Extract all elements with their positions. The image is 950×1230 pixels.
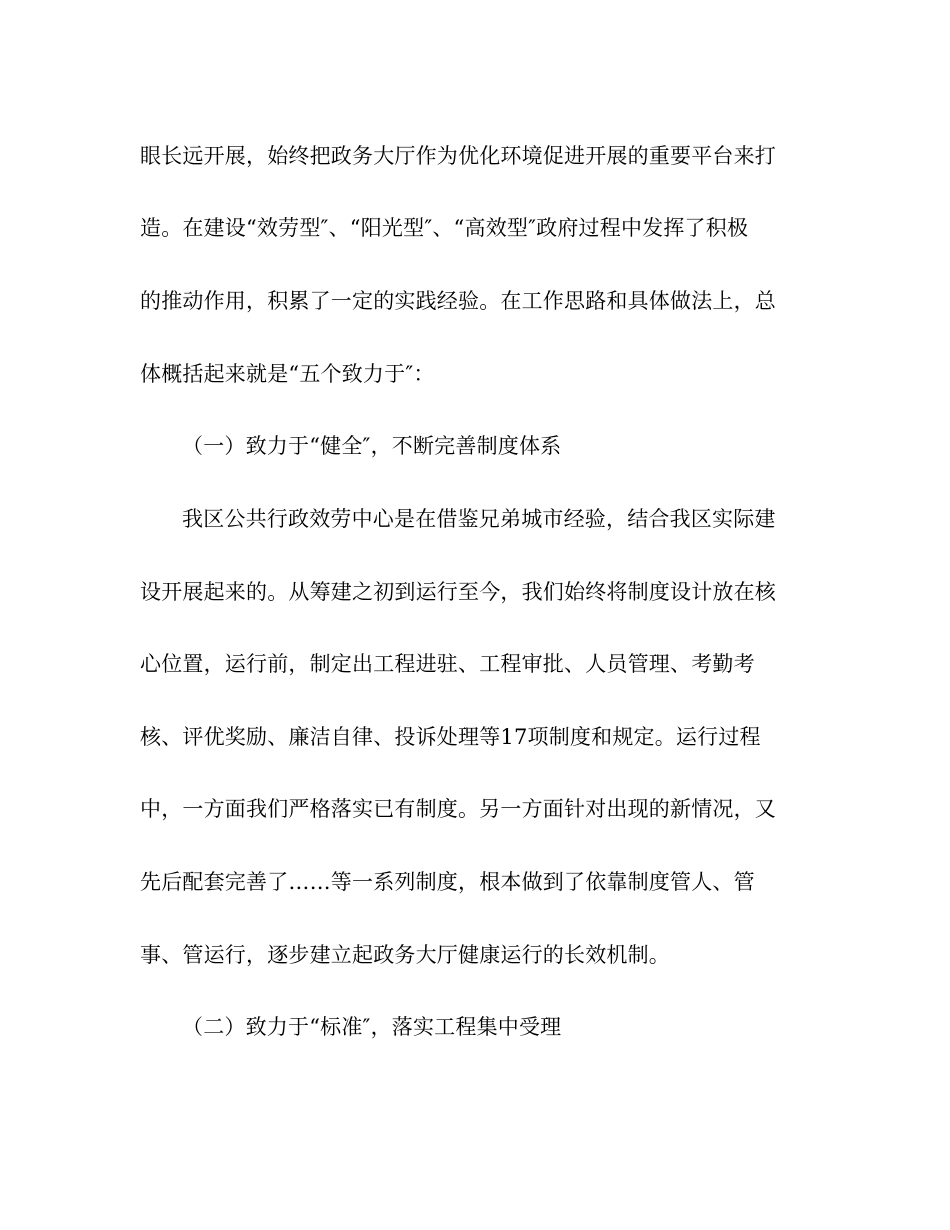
paragraph-line: 我区公共行政效劳中心是在借鉴兄弟城市经验，结合我区实际建 <box>182 507 776 531</box>
section-heading: （二）致力于“标准″，落实工程集中受理 <box>182 1015 562 1039</box>
paragraph-line: 设开展起来的。从筹建之初到运行至今，我们始终将制度设计放在核 <box>140 580 776 604</box>
paragraph-line: 中，一方面我们严格落实已有制度。另一方面针对出现的新情况，又 <box>140 797 776 821</box>
paragraph-line: 体概括起来就是“五个致力于″： <box>140 362 435 386</box>
paragraph-line: 事、管运行，逐步建立起政务大厅健康运行的长效机制。 <box>140 943 670 967</box>
section-heading: （一）致力于“健全″，不断完善制度体系 <box>182 434 562 458</box>
paragraph-line: 先后配套完善了……等一系列制度，根本做到了依靠制度管人、管 <box>140 870 755 894</box>
paragraph-line: 的推动作用，积累了一定的实践经验。在工作思路和具体做法上，总 <box>140 289 776 313</box>
paragraph-line: 核、评优奖励、廉洁自律、投诉处理等17项制度和规定。运行过程 <box>140 725 761 749</box>
paragraph-line: 眼长远开展，始终把政务大厅作为优化环境促进开展的重要平台来打 <box>140 144 776 168</box>
paragraph-line: 造。在建设“效劳型″、“阳光型″、“高效型″政府过程中发挥了积极 <box>140 216 749 240</box>
paragraph-line: 心位置，运行前，制定出工程进驻、工程审批、人员管理、考勤考 <box>140 652 755 676</box>
